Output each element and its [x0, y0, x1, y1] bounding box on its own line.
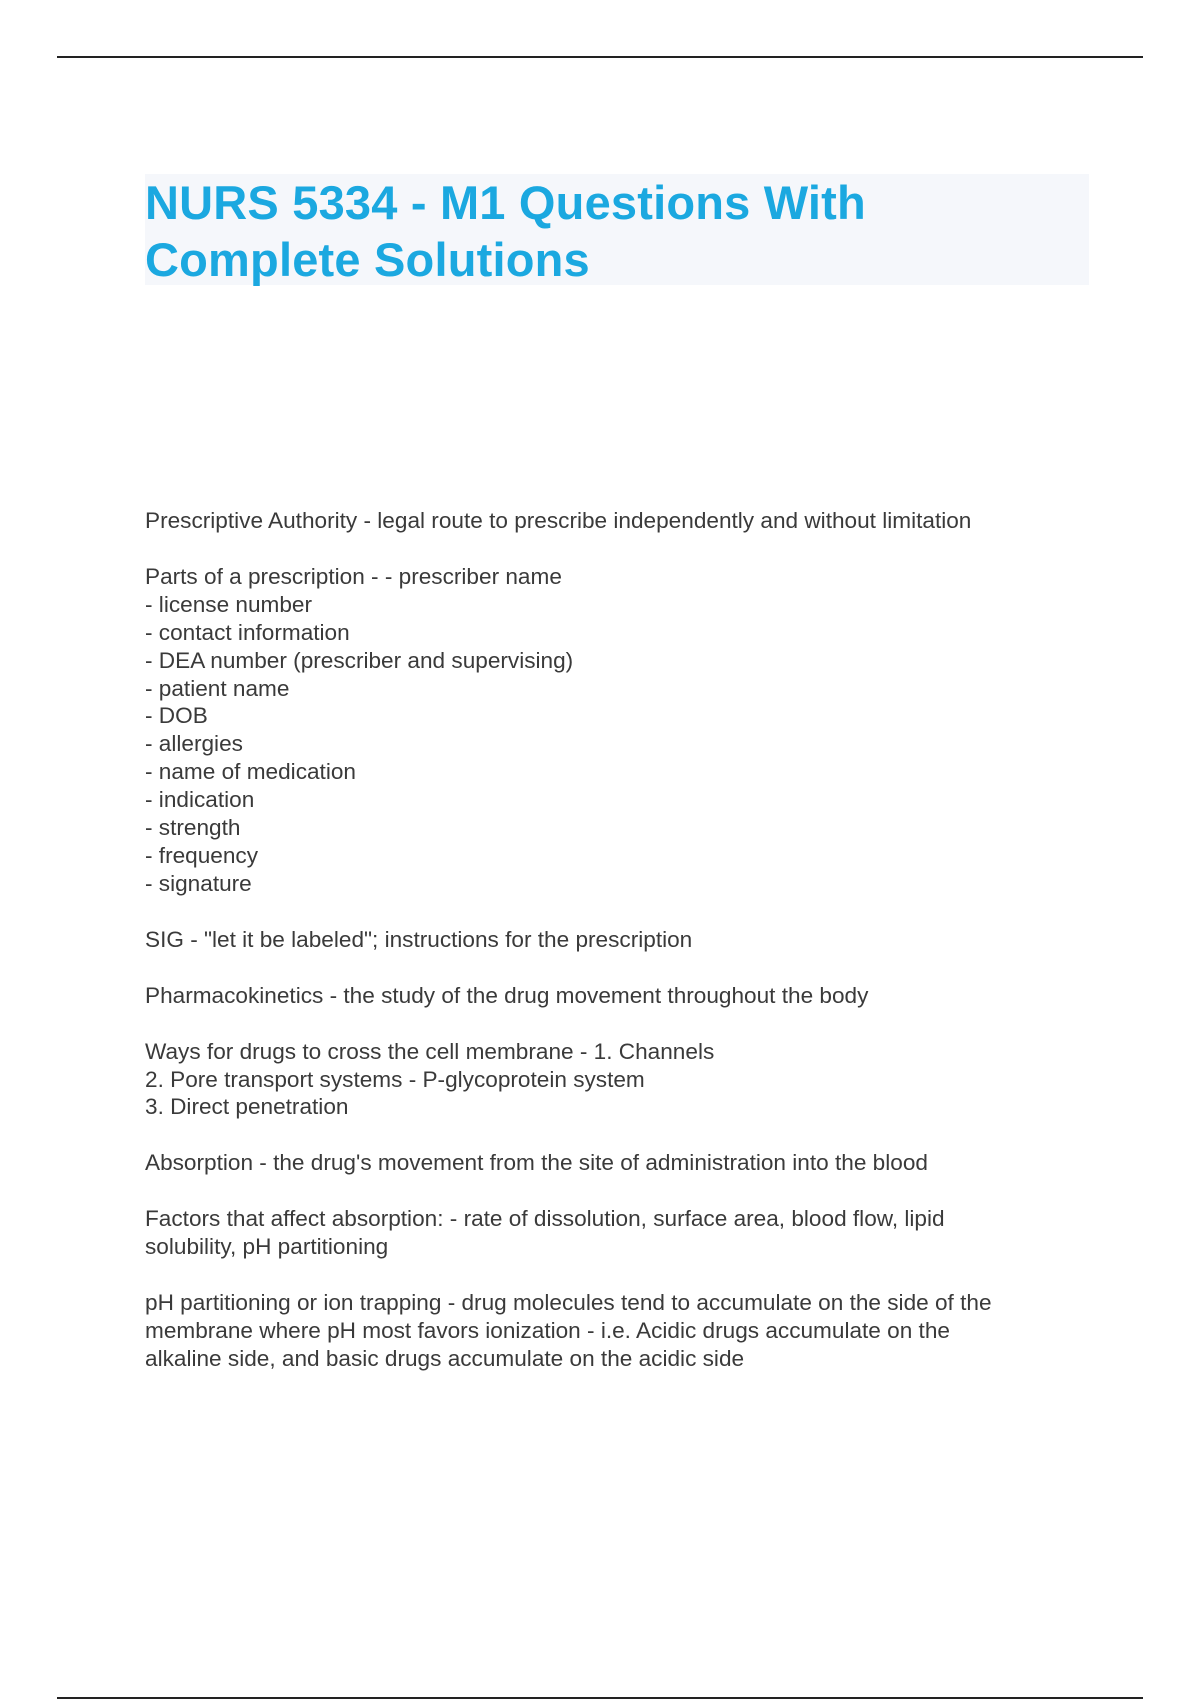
entry-ph-partitioning [145, 1289, 1075, 1373]
entry-line: Absorption - the drug's movement from the site of administration into the blood [145, 1150, 928, 1176]
title-block [145, 174, 1089, 285]
entry-sig [145, 926, 1075, 954]
document-body [145, 507, 1075, 1401]
entry-line: membrane where pH most favors ionization - i.e. Acidic drugs accumulate on the [145, 1317, 950, 1343]
entry-line: - frequency [145, 842, 259, 868]
entry-line: - name of medication [145, 759, 356, 785]
entry-line: - DEA number (prescriber and supervising) [145, 647, 574, 673]
entry-line: - strength [145, 815, 241, 841]
entry-line: - contact information [145, 619, 350, 645]
entry-line: - signature [145, 870, 252, 896]
entry-line: Ways for drugs to cross the cell membrane - 1. Channels [145, 1038, 715, 1064]
entry-line: pH partitioning or ion trapping - drug molecules tend to accumulate on the side of the [145, 1290, 992, 1316]
top-rule [57, 56, 1143, 58]
entry-factors-absorption [145, 1205, 1075, 1261]
entry-line: - allergies [145, 731, 243, 757]
entry-parts-of-prescription [145, 563, 1075, 898]
entry-line: 2. Pore transport systems - P-glycoprotein system [145, 1066, 645, 1092]
document-title: NURS 5334 - M1 Questions With Complete Solutions [145, 176, 866, 286]
entry-line: solubility, pH partitioning [145, 1234, 389, 1260]
entry-line: - indication [145, 787, 255, 813]
entry-cross-cell-membrane [145, 1038, 1075, 1122]
entry-line: - patient name [145, 675, 290, 701]
entry-line: Parts of a prescription - - prescriber name [145, 563, 562, 589]
entry-line: 3. Direct penetration [145, 1094, 349, 1120]
entry-prescriptive-authority [145, 507, 1075, 535]
entry-absorption [145, 1149, 1075, 1177]
entry-line: - DOB [145, 703, 208, 729]
entry-line: SIG - "let it be labeled"; instructions for the prescription [145, 926, 693, 952]
entry-pharmacokinetics [145, 982, 1075, 1010]
bottom-rule [57, 1697, 1143, 1699]
entry-line: alkaline side, and basic drugs accumulate on the acidic side [145, 1345, 745, 1371]
entry-line: Pharmacokinetics - the study of the drug movement throughout the body [145, 982, 869, 1008]
entry-line: Prescriptive Authority - legal route to prescribe independently and without limitation [145, 508, 972, 533]
entry-line: Factors that affect absorption: - rate of dissolution, surface area, blood flow, lipid [145, 1206, 945, 1232]
entry-line: - license number [145, 591, 313, 617]
